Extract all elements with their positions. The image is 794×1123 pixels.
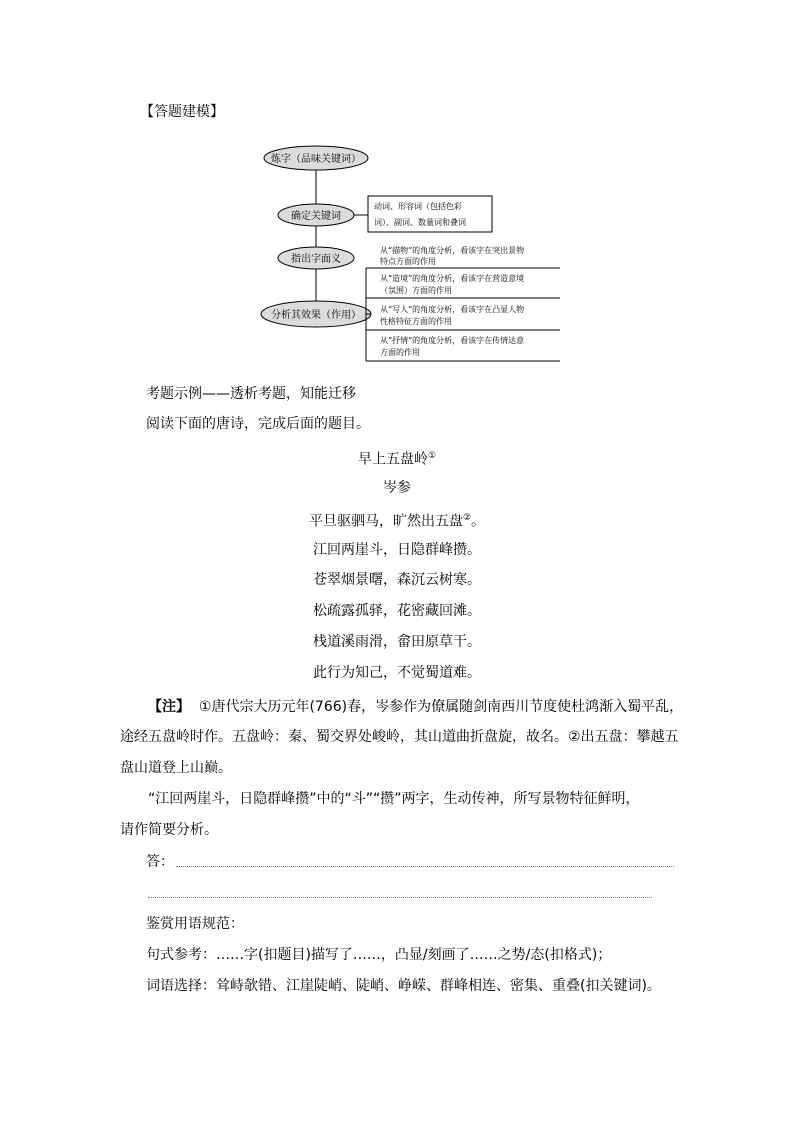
poem-line-6: 此行为知己，不觉蜀道难。 (313, 665, 481, 681)
effect-1-line-2: 特点方面的作用 (380, 257, 436, 266)
effect-2-line-2: （氛围）方面的作用 (380, 286, 452, 295)
poem-line-5: 栈道溪雨滑，畲田原草干。 (313, 634, 481, 650)
note-line-3: 盘山道登上山巅。 (120, 760, 232, 776)
question-line-1: “江回两崖斗，日隐群峰攒”中的“斗”“攒”两字，生动传神，所写景物特征鲜明， (148, 791, 640, 807)
norms-pattern: 句式参考：……字(扣题目)描写了……，凸显/刻画了……之势/态(扣格式)； (146, 947, 612, 963)
keyword-box-line-2: 词）、副词、数量词和叠词 (374, 218, 466, 227)
note-label: 【注】 (148, 699, 190, 715)
poem-line-3: 苍翠烟景曙，森沉云树寒。 (313, 572, 481, 588)
effect-4-line-1: 从“抒情”的角度分析，看该字在传情达意 (380, 336, 525, 345)
effect-1-line-1: 从“描物”的角度分析，看该字在突出景物 (380, 246, 525, 255)
instruction: 阅读下面的唐诗，完成后面的题目。 (146, 416, 370, 432)
poem-title-mark: ① (427, 451, 437, 461)
section-heading: 【答题建模】 (140, 104, 224, 120)
poem-line-1-text: 平旦驱驷马，旷然出五盘 (308, 513, 463, 530)
question-line-2: 请作简要分析。 (120, 822, 218, 838)
poem-line-1 (0, 508, 794, 532)
effect-3-line-2: 性格特征方面的作用 (380, 317, 452, 326)
node-label-1: 炼字（品味关键词） (271, 154, 361, 165)
answer-line-1[interactable] (176, 866, 674, 867)
poem-line-2: 江回两崖斗，日隐群峰攒。 (313, 542, 481, 558)
note-text-1: ①唐代宗大历元年(766)春，岑参作为僚属随剑南西川节度使杜鸿渐入蜀平乱， (198, 699, 684, 715)
effect-2-line-1: 从“造境”的角度分析，看该字在营造意境 (380, 274, 525, 283)
poem-line-1-end: 。 (471, 513, 486, 530)
node-label-3: 指出字面义 (291, 254, 341, 265)
node-label-2: 确定关键词 (291, 211, 341, 222)
answer-model-diagram (258, 140, 568, 366)
note-line-2: 途经五盘岭时作。五盘岭：秦、蜀交界处峻岭，其山道曲折盘旋，故名。②出五盘：攀越五 (120, 729, 679, 745)
poem-title (0, 446, 794, 470)
answer-label: 答： (146, 854, 174, 870)
poem-line-4: 松疏露孤驿，花密藏回滩。 (313, 603, 481, 619)
effect-4-line-2: 方面的作用 (380, 348, 420, 357)
norms-words: 词语选择：耸峙欹错、江崖陡峭、陡峭、峥嵘、群峰相连、密集、重叠(扣关键词)。 (146, 978, 661, 994)
norms-heading: 鉴赏用语规范： (146, 916, 244, 932)
poem-author: 岑参 (383, 480, 411, 496)
poem-line-1-mark: ② (462, 513, 472, 523)
keyword-box-line-1: 动词、形容词（包括色彩 (374, 202, 462, 211)
answer-line-2[interactable] (148, 897, 652, 898)
note-line-1 (148, 697, 683, 717)
effect-3-line-1: 从“写人”的角度分析，看该字在凸显人物 (380, 305, 525, 314)
poem-title-text: 早上五盘岭 (357, 451, 428, 468)
node-label-4: 分析其效果（作用） (271, 310, 361, 321)
example-heading: 考题示例——透析考题，知能迁移 (146, 386, 356, 402)
